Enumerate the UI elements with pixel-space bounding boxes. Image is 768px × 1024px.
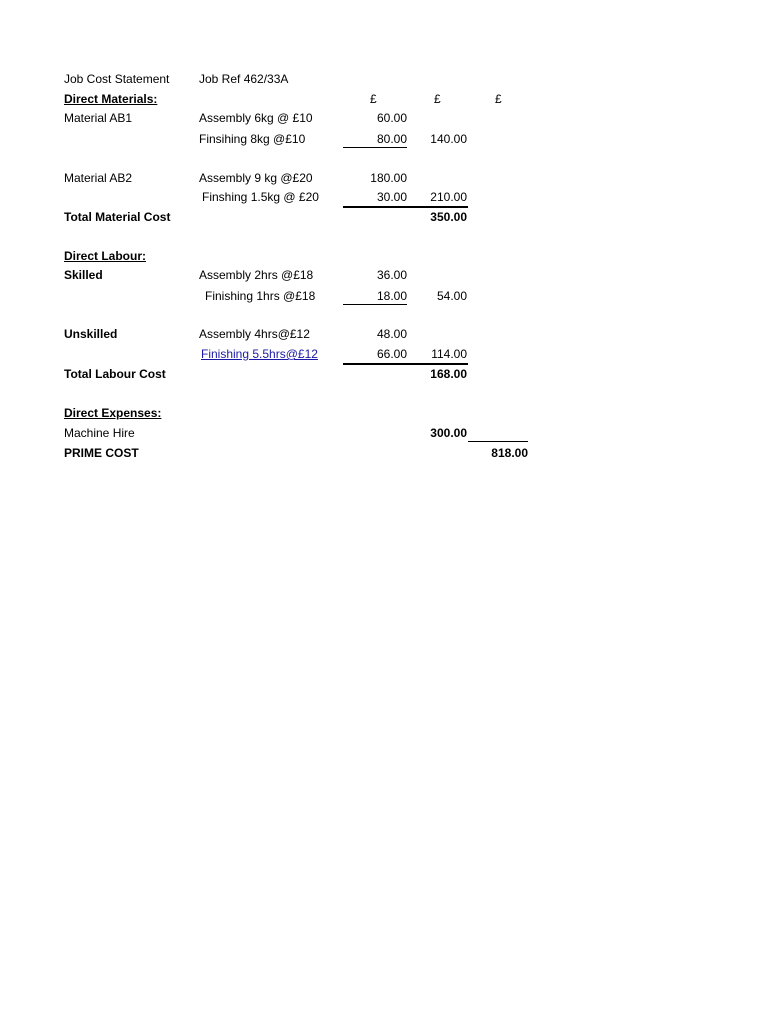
underline-unskilled	[343, 363, 468, 365]
total-material-cost-label: Total Material Cost	[64, 210, 171, 224]
unskilled-line2-amount: 66.00	[376, 347, 407, 361]
material-ab2-line2-amount: 30.00	[376, 190, 407, 204]
prime-cost-value: 818.00	[491, 446, 528, 460]
skilled-line2-desc: Finishing 1hrs @£18	[205, 289, 316, 303]
machine-hire-label: Machine Hire	[64, 426, 135, 440]
total-material-cost-value: 350.00	[430, 210, 467, 224]
unskilled-line1-desc: Assembly 4hrs@£12	[199, 327, 310, 341]
currency-col-2: £	[434, 92, 441, 106]
material-ab1-line2-amount: 80.00	[376, 132, 407, 146]
material-ab2-label: Material AB2	[64, 171, 133, 185]
machine-hire-amount: 300.00	[430, 426, 467, 440]
material-ab1-label: Material AB1	[64, 111, 133, 125]
material-ab1-subtotal: 140.00	[430, 132, 467, 146]
material-ab2-line1-desc: Assembly 9 kg @£20	[199, 171, 313, 185]
material-ab1-line1-amount: 60.00	[376, 111, 407, 125]
unskilled-subtotal: 114.00	[431, 347, 467, 361]
unskilled-line2-link[interactable]: Finishing 5.5hrs@£12	[201, 347, 318, 361]
underline-ab1	[343, 147, 407, 148]
underline-skilled	[343, 304, 407, 305]
material-ab2-line1-amount: 180.00	[370, 171, 407, 185]
skilled-line1-desc: Assembly 2hrs @£18	[199, 268, 314, 282]
material-ab2-subtotal: 210.00	[430, 190, 467, 204]
skilled-subtotal: 54.00	[436, 289, 467, 303]
direct-materials-heading: Direct Materials:	[64, 92, 158, 106]
skilled-line1-amount: 36.00	[376, 268, 407, 282]
direct-expenses-heading: Direct Expenses:	[64, 406, 162, 420]
currency-col-1: £	[370, 92, 377, 106]
unskilled-line1-amount: 48.00	[376, 327, 407, 341]
skilled-line2-amount: 18.00	[376, 289, 407, 303]
material-ab2-line2-desc: Finshing 1.5kg @ £20	[202, 190, 319, 204]
statement-title: Job Cost Statement	[64, 72, 170, 86]
job-reference: Job Ref 462/33A	[199, 72, 289, 86]
total-labour-cost-value: 168.00	[430, 367, 467, 381]
skilled-label: Skilled	[64, 268, 103, 282]
prime-cost-label: PRIME COST	[64, 446, 139, 460]
unskilled-label: Unskilled	[64, 327, 118, 341]
total-labour-cost-label: Total Labour Cost	[64, 367, 166, 381]
underline-expenses	[468, 441, 528, 442]
material-ab1-line1-desc: Assembly 6kg @ £10	[199, 111, 313, 125]
underline-ab2	[343, 206, 468, 208]
currency-col-3: £	[495, 92, 502, 106]
direct-labour-heading: Direct Labour:	[64, 249, 147, 263]
material-ab1-line2-desc: Finsihing 8kg @£10	[199, 132, 306, 146]
